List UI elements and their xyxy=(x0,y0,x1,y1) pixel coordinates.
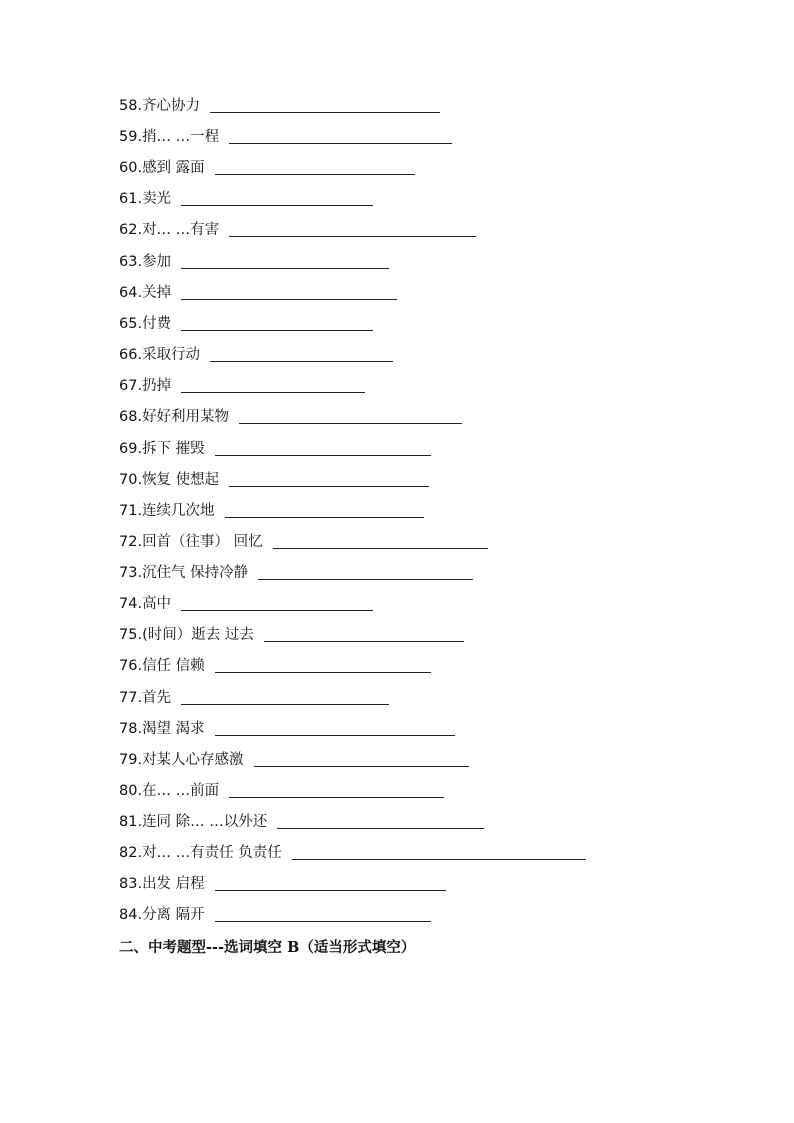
item-prompt: 对… …有责任 负责任 xyxy=(142,845,282,861)
answer-blank[interactable] xyxy=(229,470,429,487)
item-number: 67. xyxy=(119,378,143,394)
list-item xyxy=(119,374,365,398)
item-number: 60. xyxy=(119,160,143,176)
item-number: 78. xyxy=(119,721,143,737)
list-item xyxy=(119,405,462,429)
item-prompt: 齐心协力 xyxy=(142,98,201,114)
list-item xyxy=(119,250,389,274)
answer-blank[interactable] xyxy=(181,594,373,611)
item-number: 82. xyxy=(119,845,143,861)
answer-blank[interactable] xyxy=(215,719,455,736)
item-number: 71. xyxy=(119,503,143,519)
item-prompt: 捎… …一程 xyxy=(142,129,220,145)
item-prompt: 沉住气 保持冷静 xyxy=(142,565,249,581)
item-prompt: 好好利用某物 xyxy=(142,409,230,425)
item-prompt: 分离 隔开 xyxy=(142,907,205,923)
answer-blank[interactable] xyxy=(215,656,431,673)
item-number: 83. xyxy=(119,876,143,892)
item-number: 75. xyxy=(119,627,143,643)
item-number: 59. xyxy=(119,129,143,145)
item-number: 70. xyxy=(119,472,143,488)
item-number: 64. xyxy=(119,285,143,301)
item-prompt: 对某人心存感激 xyxy=(142,752,244,768)
list-item xyxy=(119,654,431,678)
list-item xyxy=(119,156,415,180)
item-prompt: (时间）逝去 过去 xyxy=(142,627,254,643)
item-number: 58. xyxy=(119,98,143,114)
item-number: 68. xyxy=(119,409,143,425)
answer-blank[interactable] xyxy=(225,501,424,518)
list-item xyxy=(119,623,464,647)
item-prompt: 渴望 渴求 xyxy=(142,721,205,737)
item-prompt: 在… …前面 xyxy=(142,783,220,799)
answer-blank[interactable] xyxy=(215,439,431,456)
list-item xyxy=(119,312,373,336)
list-item xyxy=(119,810,484,834)
item-number: 76. xyxy=(119,658,143,674)
item-number: 79. xyxy=(119,752,143,768)
answer-blank[interactable] xyxy=(229,127,452,144)
item-number: 62. xyxy=(119,222,143,238)
item-prompt: 出发 启程 xyxy=(142,876,205,892)
item-prompt: 连同 除… …以外还 xyxy=(142,814,268,830)
list-item xyxy=(119,499,424,523)
list-item xyxy=(119,94,440,118)
list-item xyxy=(119,592,373,616)
list-item xyxy=(119,437,431,461)
answer-blank[interactable] xyxy=(181,252,389,269)
item-number: 81. xyxy=(119,814,143,830)
answer-blank[interactable] xyxy=(264,625,464,642)
item-number: 65. xyxy=(119,316,143,332)
list-item xyxy=(119,343,393,367)
answer-blank[interactable] xyxy=(258,563,473,580)
answer-blank[interactable] xyxy=(210,345,393,362)
item-number: 72. xyxy=(119,534,143,550)
answer-blank[interactable] xyxy=(181,189,373,206)
item-number: 84. xyxy=(119,907,143,923)
answer-blank[interactable] xyxy=(239,407,462,424)
list-item xyxy=(119,281,397,305)
item-number: 66. xyxy=(119,347,143,363)
list-item xyxy=(119,218,476,242)
item-prompt: 扔掉 xyxy=(142,378,172,394)
answer-blank[interactable] xyxy=(181,376,365,393)
answer-blank[interactable] xyxy=(210,96,440,113)
list-item xyxy=(119,187,373,211)
item-prompt: 付费 xyxy=(142,316,172,332)
answer-blank[interactable] xyxy=(273,532,488,549)
item-prompt: 关掉 xyxy=(142,285,172,301)
item-prompt: 连续几次地 xyxy=(142,503,215,519)
item-number: 63. xyxy=(119,254,143,270)
list-item xyxy=(119,717,455,741)
answer-blank[interactable] xyxy=(181,283,397,300)
answer-blank[interactable] xyxy=(229,781,444,798)
answer-blank[interactable] xyxy=(292,843,586,860)
item-number: 80. xyxy=(119,783,143,799)
list-item xyxy=(119,561,473,585)
item-prompt: 对… …有害 xyxy=(142,222,220,238)
item-number: 61. xyxy=(119,191,143,207)
list-item xyxy=(119,530,488,554)
list-item xyxy=(119,841,586,865)
list-item xyxy=(119,125,452,149)
answer-blank[interactable] xyxy=(215,158,415,175)
answer-blank[interactable] xyxy=(181,314,373,331)
answer-blank[interactable] xyxy=(181,688,389,705)
list-item xyxy=(119,779,444,803)
item-number: 74. xyxy=(119,596,143,612)
item-number: 77. xyxy=(119,690,143,706)
item-prompt: 采取行动 xyxy=(142,347,201,363)
item-prompt: 信任 信赖 xyxy=(142,658,205,674)
item-prompt: 恢复 使想起 xyxy=(142,472,220,488)
list-item xyxy=(119,686,389,710)
list-item xyxy=(119,872,446,896)
answer-blank[interactable] xyxy=(254,750,469,767)
answer-blank[interactable] xyxy=(215,905,431,922)
answer-blank[interactable] xyxy=(215,874,446,891)
item-prompt: 参加 xyxy=(142,254,172,270)
list-item xyxy=(119,468,429,492)
item-prompt: 高中 xyxy=(142,596,172,612)
answer-blank[interactable] xyxy=(277,812,484,829)
item-prompt: 首先 xyxy=(142,690,172,706)
item-prompt: 卖光 xyxy=(142,191,172,207)
section-heading: 二、中考题型---选词填空 B（适当形式填空） xyxy=(119,939,416,956)
item-prompt: 回首（往事） 回忆 xyxy=(142,534,263,550)
list-item xyxy=(119,903,431,927)
answer-blank[interactable] xyxy=(229,220,476,237)
item-number: 73. xyxy=(119,565,143,581)
item-number: 69. xyxy=(119,441,143,457)
item-prompt: 感到 露面 xyxy=(142,160,205,176)
item-prompt: 拆下 摧毁 xyxy=(142,441,205,457)
list-item xyxy=(119,748,469,772)
